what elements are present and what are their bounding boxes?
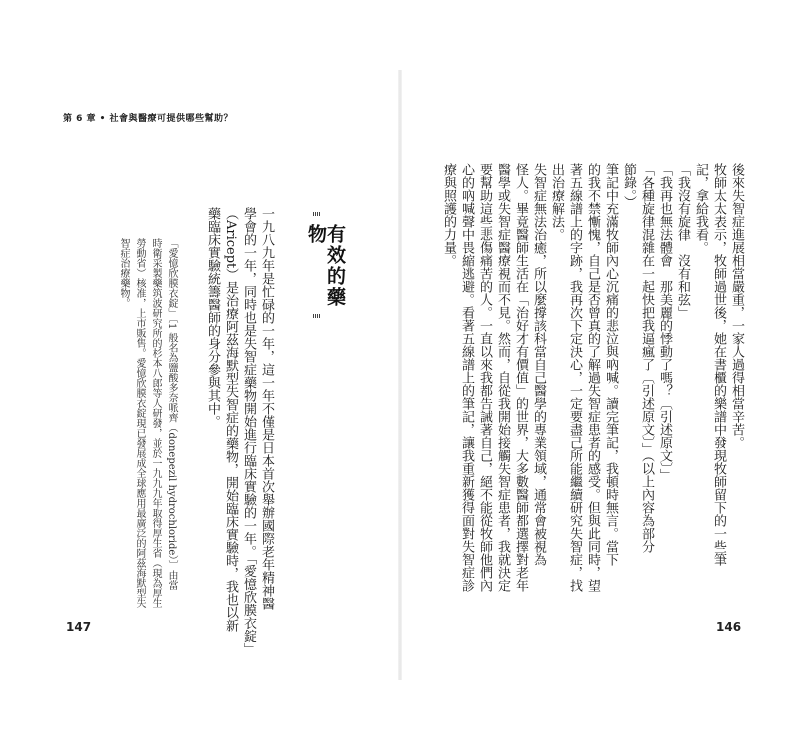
right-body-line: 節錄。） xyxy=(621,163,636,209)
page-number-left: 147 xyxy=(66,620,92,634)
right-body-line: 記，拿給我看。 xyxy=(693,163,708,254)
footnote-line: 時衛采製藥筑波研究所的杉本八郎等人研發，並於一九九九年取得厚生省（現為厚生 xyxy=(150,238,161,608)
right-body-line: 療與照護的力量。 xyxy=(441,163,456,267)
footnote-line: 勞動省）核准，上市販售。愛憶欣膜衣錠現已發展成全球應用最廣泛的阿茲海默型失 xyxy=(134,238,145,608)
right-body-line: 出治療解法。 xyxy=(549,163,564,241)
left-body-line: 學會的一年，同時也是失智症藥物開始進行臨床實驗的一年。「愛憶欣膜衣錠」 xyxy=(241,207,256,656)
right-body-line: 牧師太太表示，牧師過世後，她在書櫃的樂譜中發現牧師留下的一些筆 xyxy=(711,163,726,566)
running-header: 第 6 章 • 社會與醫療可提供哪些幫助？ xyxy=(63,114,234,124)
right-body-line: 的我不禁慚愧，自己是否曾真的了解過失智症患者的感受。但與此同時，望 xyxy=(585,163,600,592)
footnote-line: 「愛憶欣膜衣錠」〔1 般名為鹽酸多奈哌齊（donepezil hydrochloride）〕由當 xyxy=(166,238,177,591)
right-body-line: 筆記中充滿牧師內心沉痛的悲泣與吶喊。讀完筆記，我頓時無言。當下 xyxy=(603,163,618,566)
right-body-line: 後來失智症進展相當嚴重，一家人過得相當辛苦。 xyxy=(729,163,744,449)
left-body-line: 藥臨床實驗統籌醫師的身分參與其中。 xyxy=(205,207,220,428)
left-body-line: 一九八九年是忙碌的一年，這一年不僅是日本首次舉辦國際老年精神醫 xyxy=(259,207,274,610)
right-body-line: 「我再也無法體會 那美麗的悸動了嗎？〔引述原文〕」 xyxy=(657,163,672,482)
section-heading-text: 有效的藥物 xyxy=(305,224,346,308)
book-gutter xyxy=(398,70,402,680)
left-body-line: （Aricept）是治療阿茲海默型失智症的藥物，開始臨床實驗時，我也以新 xyxy=(223,207,238,633)
right-body-line: 心的吶喊聲中畏縮逃避。看著五線譜上的筆記，讓我重新獲得面對失智症診 xyxy=(459,163,474,592)
page-number-right: 146 xyxy=(716,620,742,634)
heading-rule-top xyxy=(313,212,321,216)
section-heading xyxy=(303,212,346,318)
right-body-line: 怪人。畢竟醫師生活在「治好才有價值」的世界，大多數醫師都選擇對老年 xyxy=(513,163,528,592)
right-body-line: 要幫助這些悲傷痛苦的人。一直以來我都告誡著自己，絕不能從牧師他們內 xyxy=(477,163,492,592)
right-body-line: 「我沒有旋律 沒有和弦」 xyxy=(675,163,690,319)
right-body-line: 著五線譜上的字跡，我再次下定決心，一定要盡己所能繼續研究失智症，找 xyxy=(567,163,582,592)
right-body-line: 失智症無法治癒，所以麼撐該科當自己醫學的專業領域，通常會被視為 xyxy=(531,163,546,566)
right-body-line: 「各種旋律混雜在一起快把我逼瘋了〔引述原文〕」（以上內容為部分 xyxy=(639,163,654,553)
right-body-line: 醫學或失智症醫療視而不見。然而，自從我開始接觸失智症患者，我就決定 xyxy=(495,163,510,592)
footnote-line: 智症治療藥物。 xyxy=(118,238,129,308)
heading-rule-bottom xyxy=(313,314,321,318)
